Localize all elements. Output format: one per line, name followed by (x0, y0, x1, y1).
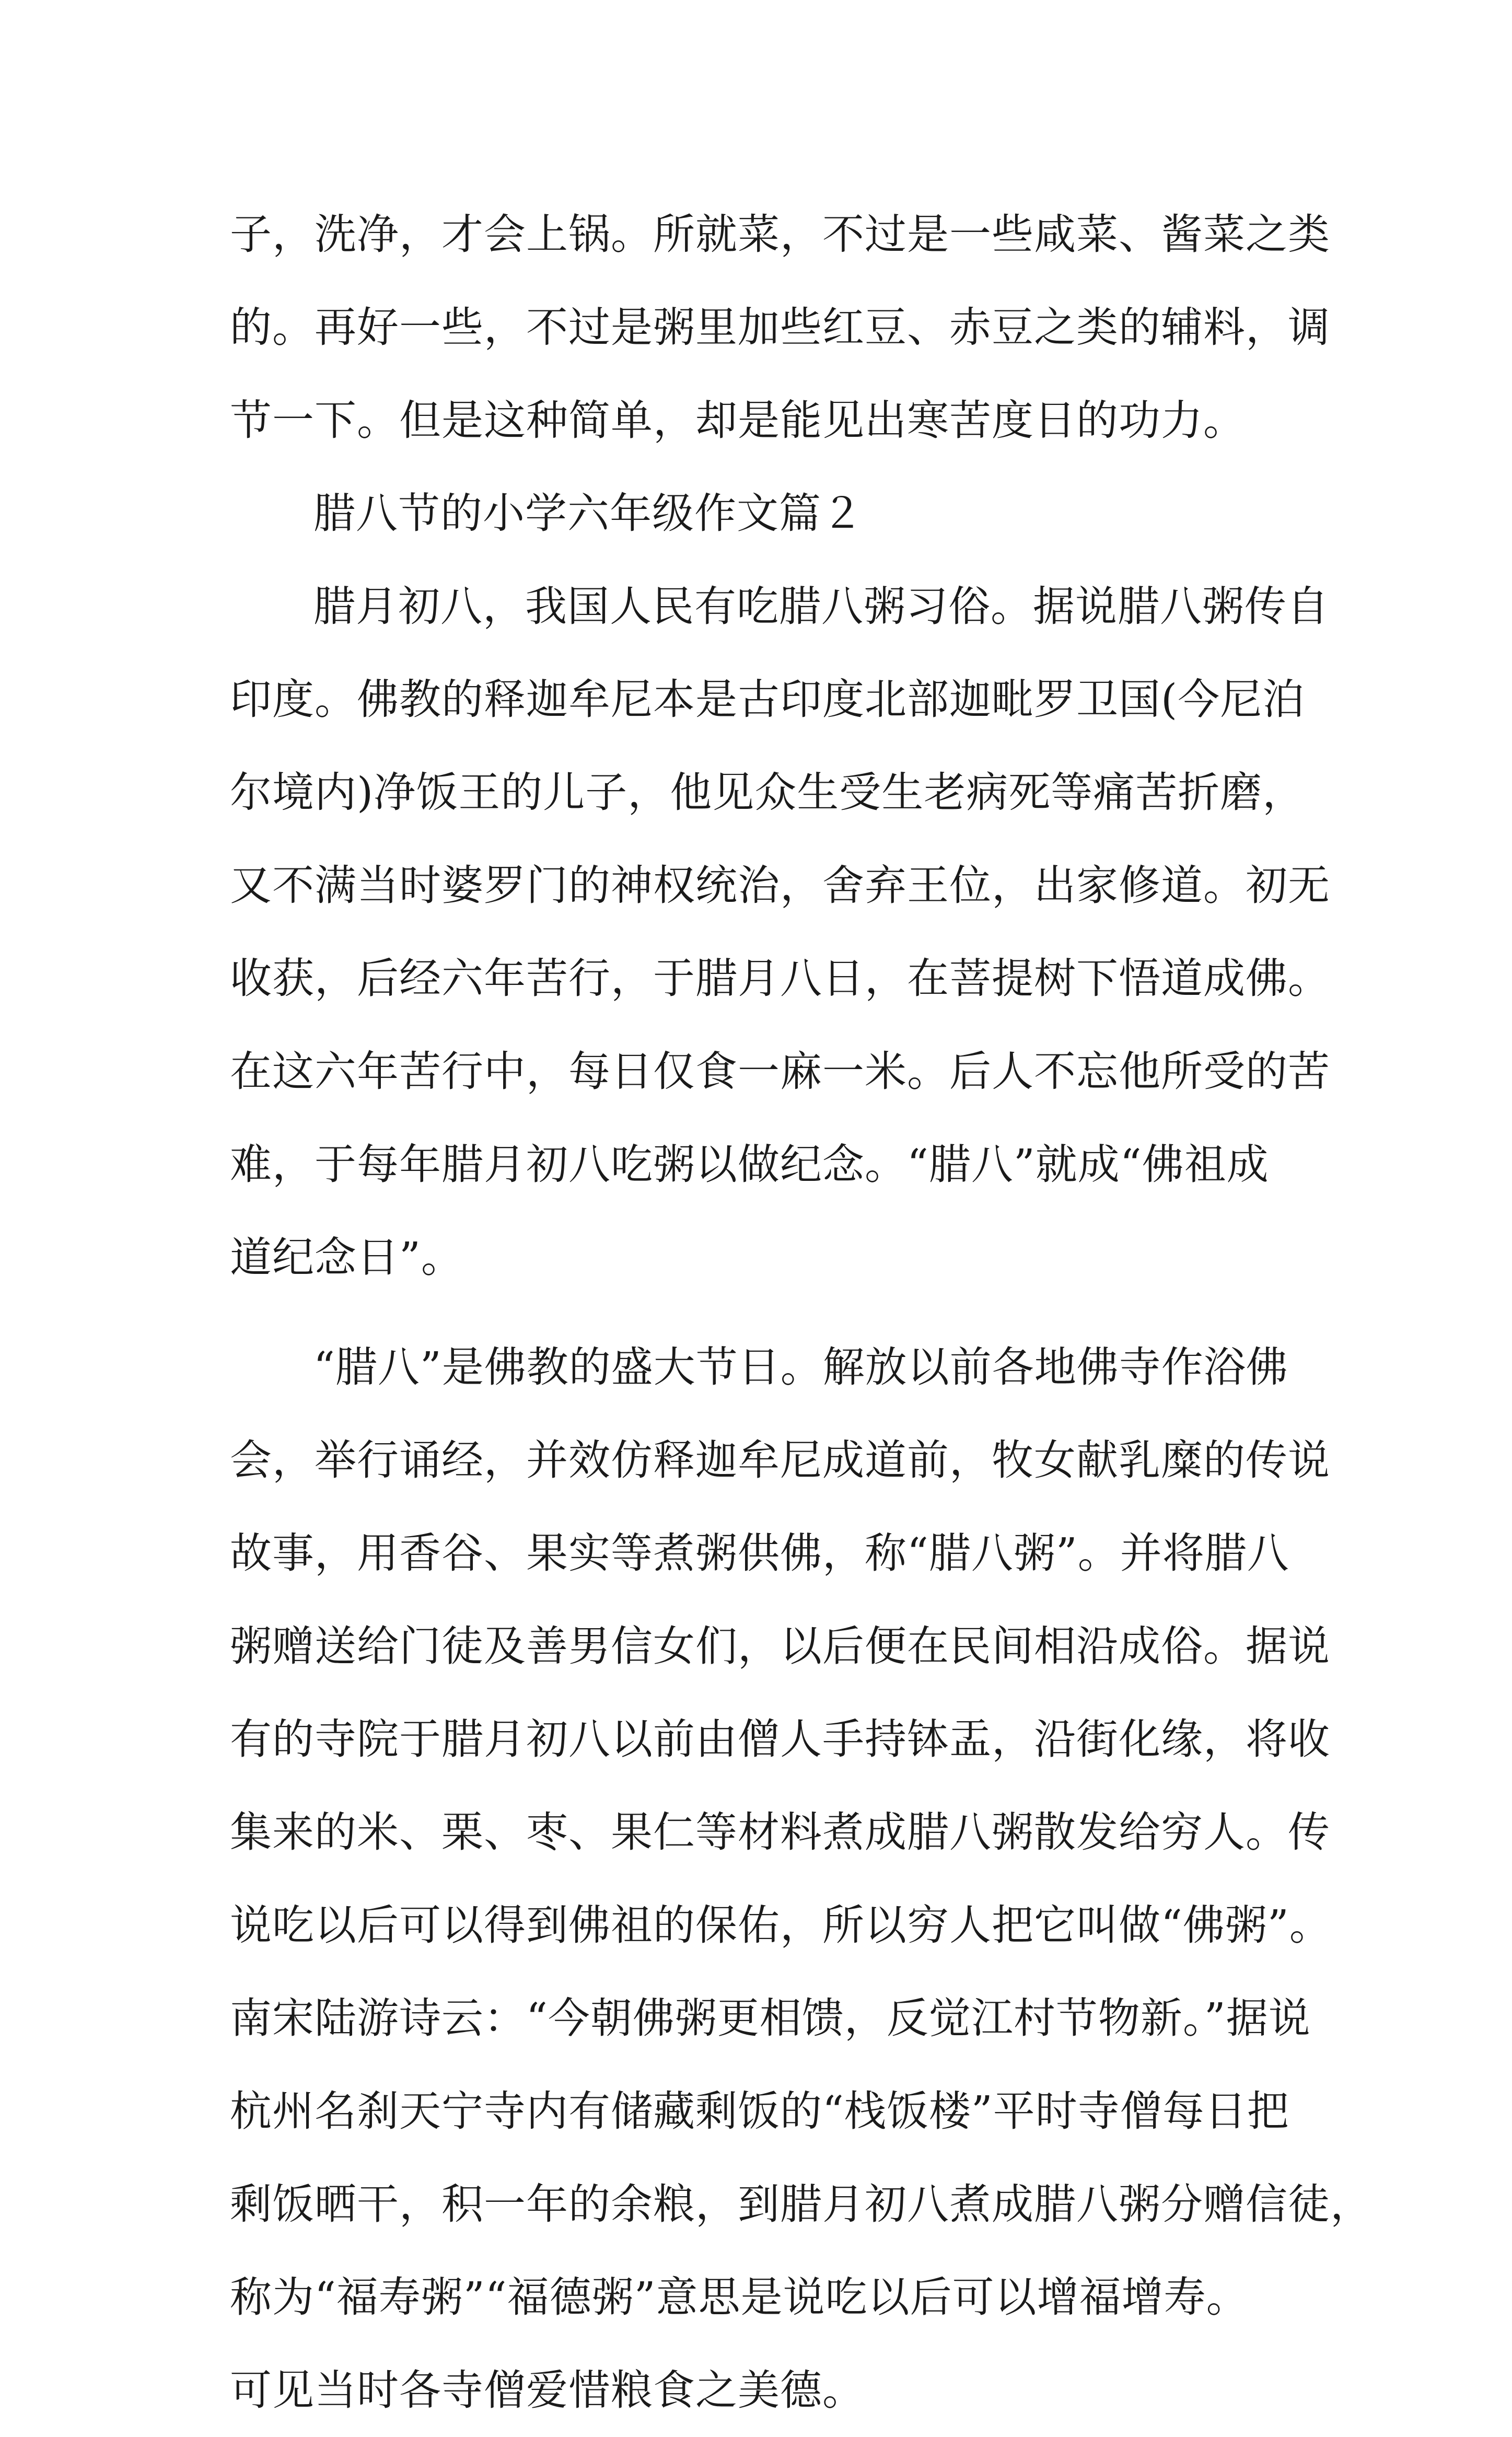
text-line: 难，于每年腊月初八吃粥以做纪念。“腊八”就成“佛祖成 (230, 1140, 1269, 1189)
text-line: 又不满当时婆罗门的神权统治，舍弃王位，出家修道。初无 (230, 861, 1330, 910)
text-line: 会，举行诵经，并效仿释迦牟尼成道前，牧女献乳糜的传说 (230, 1436, 1330, 1484)
text-line: 道纪念日”。 (230, 1233, 463, 1282)
text-line: 说吃以后可以得到佛祖的保佑，所以穷人把它叫做“佛粥”。 (230, 1901, 1332, 1949)
text-line: 杭州名刹天宁寺内有储藏剩饭的“栈饭楼”平时寺僧每日把 (230, 2087, 1289, 2136)
text-line: 集来的米、栗、枣、果仁等材料煮成腊八粥散发给穷人。传 (230, 1808, 1330, 1856)
text-line: 南宋陆游诗云：“今朝佛粥更相馈，反觉江村节物新。”据说 (230, 1994, 1311, 2043)
paragraph-gap (230, 1304, 1290, 1321)
text-line: 腊月初八，我国人民有吃腊八粥习俗。据说腊八粥传自 (313, 582, 1329, 631)
section-title: 腊八节的小学六年级作文篇２ (313, 489, 864, 538)
document-body (230, 188, 1373, 2437)
text-line: 有的寺院于腊月初八以前由僧人手持钵盂，沿街化缘，将收 (230, 1715, 1330, 1763)
text-line: 尔境内)净饭王的儿子，他见众生受生老病死等痛苦折磨， (230, 768, 1305, 817)
text-line: “腊八”是佛教的盛大节日。解放以前各地佛寺作浴佛 (313, 1343, 1288, 1391)
text-line: 节一下。但是这种简单，却是能见出寒苦度日的功力。 (230, 396, 1246, 445)
text-line: 故事，用香谷、果实等煮粥供佛，称“腊八粥”。并将腊八 (230, 1529, 1289, 1577)
text-line: 收获，后经六年苦行，于腊月八日，在菩提树下悟道成佛。 (230, 954, 1330, 1003)
text-line: 剩饭晒干，积一年的余粮，到腊月初八煮成腊八粥分赠信徒， (230, 2180, 1373, 2229)
text-line: 印度。佛教的释迦牟尼本是古印度北部迦毗罗卫国(今尼泊 (230, 675, 1305, 724)
text-line: 的。再好一些，不过是粥里加些红豆、赤豆之类的辅料，调 (230, 303, 1330, 352)
text-line: 称为“福寿粥”“福德粥”意思是说吃以后可以增福增寿。 (230, 2273, 1249, 2322)
text-line: 在这六年苦行中，每日仅食一麻一米。后人不忘他所受的苦 (230, 1047, 1330, 1096)
text-line: 粥赠送给门徒及善男信女们，以后便在民间相沿成俗。据说 (230, 1622, 1330, 1670)
text-line: 可见当时各寺僧爱惜粮食之美德。 (230, 2366, 865, 2415)
text-line: 子，洗净，才会上锅。所就菜，不过是一些咸菜、酱菜之类 (230, 210, 1330, 259)
